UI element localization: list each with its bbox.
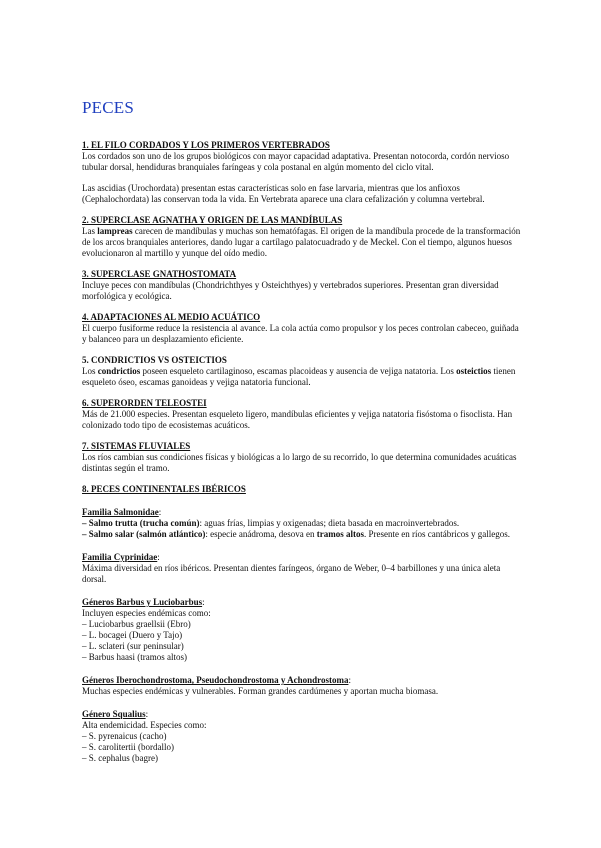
subsection-barbus: [82, 597, 522, 663]
species-list: [82, 731, 522, 764]
bold-term: tramos altos: [316, 529, 365, 539]
section-4: [82, 312, 522, 345]
text-run: Los: [82, 366, 98, 376]
page-title: PECES: [82, 98, 135, 117]
family-heading: [82, 597, 522, 608]
text-run: :: [202, 597, 205, 607]
list-item: – S. pyrenaicus (cacho): [82, 731, 167, 741]
species-line: [82, 529, 522, 540]
list-intro: Alta endemicidad. Especies como:: [82, 720, 207, 730]
list-intro: Incluyen especies endémicas como:: [82, 608, 211, 618]
subsection-iberochondrostoma: [82, 675, 522, 697]
text-run: . Presente en ríos cantábricos y gallegos.: [364, 529, 511, 539]
family-heading: [82, 552, 522, 563]
family-name: Géneros Barbus y Luciobarbus: [82, 597, 203, 607]
species-name: – Salmo salar (salmón atlántico): [82, 529, 206, 539]
subsection-cyprinidae: [82, 552, 522, 585]
section-6: [82, 398, 522, 431]
paragraph: [82, 366, 522, 388]
document-page: [82, 98, 522, 774]
paragraph: Los cordados son uno de los grupos biológicos con mayor capacidad adaptativa. Presentan notocorda, cordón nervioso tubular dorsal, hendiduras branquiales faríngeas y cola postanal en algún momento del ciclo vital.: [82, 151, 510, 172]
section-3: [82, 269, 522, 302]
text-run: :: [145, 709, 149, 719]
family-name: Familia Salmonidae: [82, 507, 159, 517]
section-2: [82, 215, 522, 259]
paragraph: Muchas especies endémicas y vulnerables. Forman grandes cardúmenes y aportan mucha biomasa.: [82, 686, 439, 696]
family-name: Familia Cyprinidae: [82, 552, 158, 562]
subsection-salmonidae: [82, 507, 522, 540]
section-7: [82, 441, 522, 474]
species-line: [82, 518, 522, 529]
text-run: :: [348, 675, 351, 685]
text-run: poseen esqueleto cartilaginoso, escamas placoideas y ausencia de vejiga natatoria. Los: [140, 366, 457, 376]
paragraph: El cuerpo fusiforme reduce la resistencia al avance. La cola actúa como propulsor y los peces controlan cabeceo, guiñada y balanceo para un desplazamiento eficiente.: [82, 323, 519, 344]
list-item: – L. bocagei (Duero y Tajo): [82, 630, 183, 640]
family-name: Género Squalius: [82, 709, 146, 719]
list-item: – L. sclateri (sur peninsular): [82, 641, 184, 651]
section-heading: 6. SUPERORDEN TELEOSTEI: [82, 398, 207, 408]
text-run: : aguas frías, limpias y oxigenadas; dieta basada en macroinvertebrados.: [199, 518, 460, 528]
bold-term: osteictios: [456, 366, 492, 376]
list-item: – Luciobarbus graellsii (Ebro): [82, 619, 191, 629]
species-list: [82, 619, 522, 663]
family-name: Géneros Iberochondrostoma, Pseudochondrostoma y Achondrostoma: [82, 675, 349, 685]
paragraph: Las ascidias (Urochordata) presentan estas características solo en fase larvaria, mientras que los anfioxos (Cephalochordata) las conservan toda la vida. En Vertebrata aparece una clara cefalización y columna vertebral.: [82, 183, 485, 204]
section-8: [82, 484, 522, 764]
text-run: : especie anádroma, desova en: [205, 529, 317, 539]
list-item: – S. cephalus (bagre): [82, 753, 158, 763]
text-run: tienen esqueleto óseo, escamas ganoideas y vejiga natatoria funcional.: [82, 366, 516, 387]
section-5: [82, 355, 522, 388]
section-1: [82, 140, 522, 205]
section-heading: 5. CONDRICTIOS VS OSTEICTIOS: [82, 355, 227, 365]
paragraph: Máxima diversidad en ríos ibéricos. Presentan dientes faríngeos, órgano de Weber, 0–4 barbillones y una única aleta dorsal.: [82, 563, 501, 584]
family-heading: [82, 709, 522, 720]
section-heading: 2. SUPERCLASE AGNATHA Y ORIGEN DE LAS MANDÍBULAS: [82, 215, 343, 225]
section-heading: 8. PECES CONTINENTALES IBÉRICOS: [82, 484, 246, 494]
bold-term: condrictios: [97, 366, 141, 376]
family-heading: [82, 507, 522, 518]
text-run: :: [157, 552, 160, 562]
section-heading: 1. EL FILO CORDADOS Y LOS PRIMEROS VERTEBRADOS: [82, 140, 330, 150]
paragraph: Los ríos cambian sus condiciones físicas y biológicas a lo largo de su recorrido, lo que determina comunidades acuáticas distintas según el tramo.: [82, 452, 517, 473]
bold-term: lampreas: [97, 226, 133, 236]
paragraph: Más de 21.000 especies. Presentan esqueleto ligero, mandíbulas eficientes y vejiga natatoria fisóstoma o fisoclista. Han colonizado todo tipo de ecosistemas acuáticos.: [82, 409, 513, 430]
section-heading: 7. SISTEMAS FLUVIALES: [82, 441, 191, 451]
text-run: Las: [82, 226, 98, 236]
paragraph: Incluye peces con mandíbulas (Chondrichthyes y Osteichthyes) y vertebrados superiores. Presentan gran diversidad morfológica y ecológica.: [82, 280, 499, 301]
list-item: – Barbus haasi (tramos altos): [82, 652, 187, 662]
species-name: – Salmo trutta (trucha común): [82, 518, 200, 528]
list-item: – S. carolitertii (bordallo): [82, 742, 174, 752]
family-heading: [82, 675, 522, 686]
section-heading: 4. ADAPTACIONES AL MEDIO ACUÁTICO: [82, 312, 261, 322]
text-run: :: [158, 507, 162, 517]
paragraph: [82, 226, 522, 259]
subsection-squalius: [82, 709, 522, 764]
text-run: carecen de mandíbulas y muchas son hematófagas. El origen de la mandíbula procede de la transformación de los arcos branquiales anteriores, dando lugar a cartílago palatocuadrado y de Meckel. Con el tiempo, algunos huesos evolucionaron al martillo y yunque del oído medio.: [82, 226, 521, 258]
section-heading: 3. SUPERCLASE GNATHOSTOMATA: [82, 269, 237, 279]
